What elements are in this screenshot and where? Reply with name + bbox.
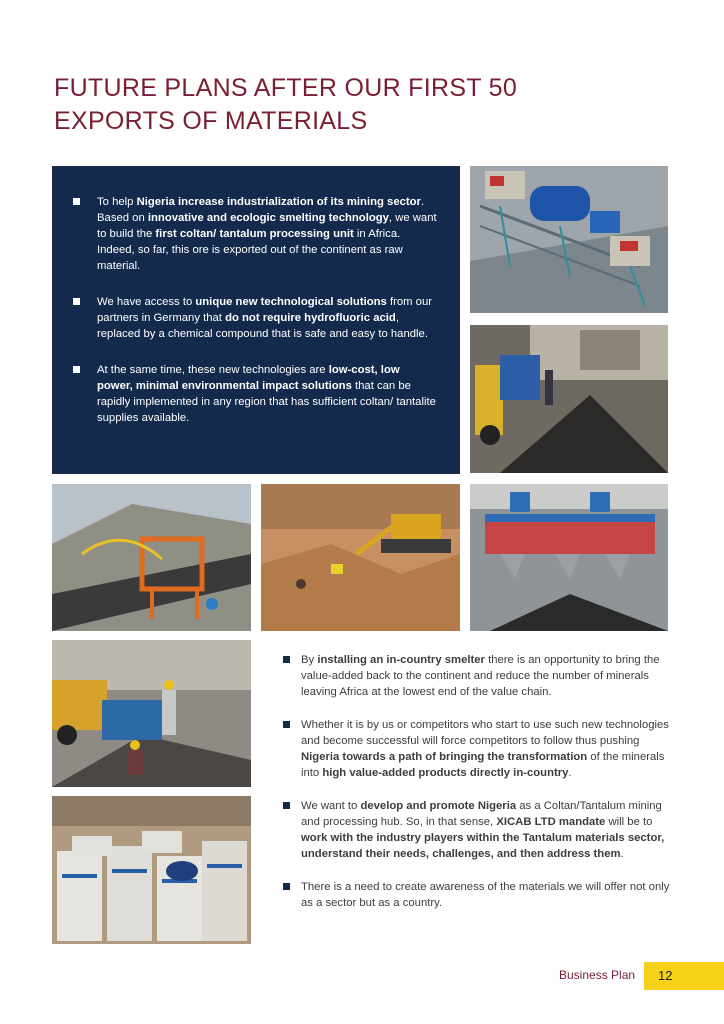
highlights-panel (52, 166, 460, 474)
panel-bullet-3: At the same time, these new technologies are low-cost, low power, minimal environmental impact solutions that can be rapidly implemented in any region that has sufficient coltan/ tantalite supplies available. (72, 362, 438, 426)
lower-bullet-4: There is a need to create awareness of the materials we will offer not only as a sector but as a country. (283, 879, 673, 911)
lower-bullet-2: Whether it is by us or competitors who start to use such new technologies and become successful will force competitors to follow thus pushing Nigeria towards a path of bringing the transformation of the minerals into high value-added products directly in-country. (283, 717, 673, 781)
page-title (54, 72, 574, 138)
bulk-bags-image (52, 796, 251, 944)
panel-bullet-2: We have access to unique new technological solutions from our partners in Germany that do not require hydrofluoric acid, replaced by a chemical compound that is safe and easy to handle. (72, 294, 438, 342)
mining-conveyor-image (52, 484, 251, 631)
loader-workers-image (52, 640, 251, 787)
forklift-ore-pile-image (470, 325, 668, 473)
excavation-site-image (261, 484, 460, 631)
panel-bullet-1: To help Nigeria increase industrialization of its mining sector. Based on innovative and ecologic smelting technology, we want to build the first coltan/ tantalum processing unit in Africa. Indeed, so far, this ore is exported out of the continent as raw material. (72, 194, 438, 274)
page-number: 12 (644, 962, 724, 990)
lower-bullet-1: By installing an in-country smelter there is an opportunity to bring the value-added back to the continent and reduce the number of minerals leaving Africa at the lowest end of the value chain. (283, 652, 673, 700)
page-title-line-2: EXPORTS OF MATERIALS (54, 107, 368, 135)
page-title-line-1: FUTURE PLANS AFTER OUR FIRST 50 (54, 74, 518, 102)
separation-machines-image (470, 484, 668, 631)
lower-text-block (283, 652, 673, 928)
footer-label: Business Plan (559, 968, 636, 982)
lower-bullet-3: We want to develop and promote Nigeria as a Coltan/Tantalum mining and processing hub. So, in that sense, XICAB LTD mandate will be to work with the industry players within the Tantalum materials sector, understand their needs, challenges, and then address them. (283, 798, 673, 862)
processing-plant-image (470, 166, 668, 313)
